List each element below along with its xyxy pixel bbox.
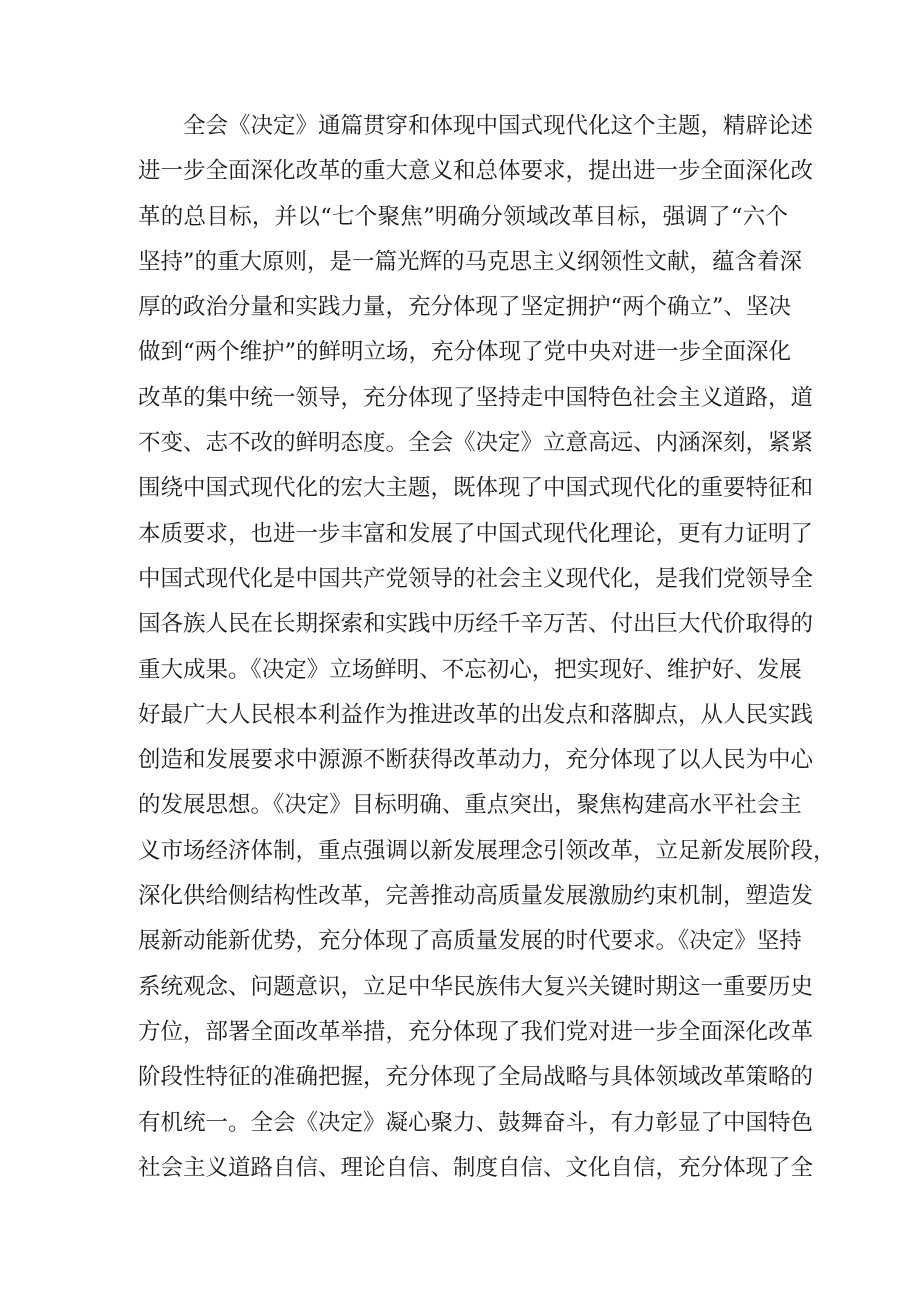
paragraph-line: 方位，部署全面改革举措，充分体现了我们党对进一步全面深化改革 [138,1018,814,1045]
paragraph-line: 不变、志不改的鲜明态度。全会《决定》立意高远、内涵深刻，紧紧 [138,430,814,457]
paragraph-line: 社会主义道路自信、理论自信、制度自信、文化自信，充分体现了全 [138,1154,814,1181]
paragraph-line: 革的总目标，并以“七个聚焦”明确分领域改革目标，强调了“六个 [138,203,788,230]
paragraph-line: 的发展思想。《决定》目标明确、重点突出，聚焦构建高水平社会主 [138,792,802,819]
paragraph-line: 国各族人民在长期探索和实践中历经千辛万苦、付出巨大代价取得的 [138,611,814,638]
paragraph-line: 厚的政治分量和实践力量，充分体现了坚定拥护“两个确立”、坚决 [138,294,792,321]
paragraph-line: 好最广大人民根本利益作为推进改革的出发点和落脚点，从人民实践 [138,701,814,728]
paragraph-line: 进一步全面深化改革的重大意义和总体要求，提出进一步全面深化改 [138,158,814,185]
paragraph-line: 义市场经济体制，重点强调以新发展理念引领改革，立足新发展阶段， [138,837,836,864]
paragraph-line: 做到“两个维护”的鲜明立场，充分体现了党中央对进一步全面深化 [138,339,792,366]
paragraph-line: 坚持”的重大原则，是一篇光辉的马克思主义纲领性文献，蕴含着深 [138,248,803,275]
paragraph-line: 改革的集中统一领导，充分体现了坚持走中国特色社会主义道路，道 [138,384,814,411]
paragraph-line: 阶段性特征的准确把握，充分体现了全局战略与具体领域改革策略的 [138,1064,814,1091]
paragraph-line: 深化供给侧结构性改革，完善推动高质量发展激励约束机制，塑造发 [138,883,814,910]
paragraph-line: 系统观念、问题意识，立足中华民族伟大复兴关键时期这一重要历史 [138,973,814,1000]
paragraph-line: 展新动能新优势，充分体现了高质量发展的时代要求。《决定》坚持 [138,928,802,955]
paragraph-line: 重大成果。《决定》立场鲜明、不忘初心，把实现好、维护好、发展 [138,656,802,683]
paragraph-line: 有机统一。全会《决定》凝心聚力、鼓舞奋斗，有力彰显了中国特色 [138,1109,814,1136]
paragraph-line: 全会《决定》通篇贯穿和体现中国式现代化这个主题，精辟论述 [183,113,814,139]
paragraph-line: 围绕中国式现代化的宏大主题，既体现了中国式现代化的重要特征和 [138,475,814,502]
paragraph-line: 中国式现代化是中国共产党领导的社会主义现代化，是我们党领导全 [138,565,814,592]
paragraph-line: 创造和发展要求中源源不断获得改革动力，充分体现了以人民为中心 [138,747,814,774]
body-paragraph [138,104,836,1191]
paragraph-line: 本质要求，也进一步丰富和发展了中国式现代化理论，更有力证明了 [138,520,814,547]
